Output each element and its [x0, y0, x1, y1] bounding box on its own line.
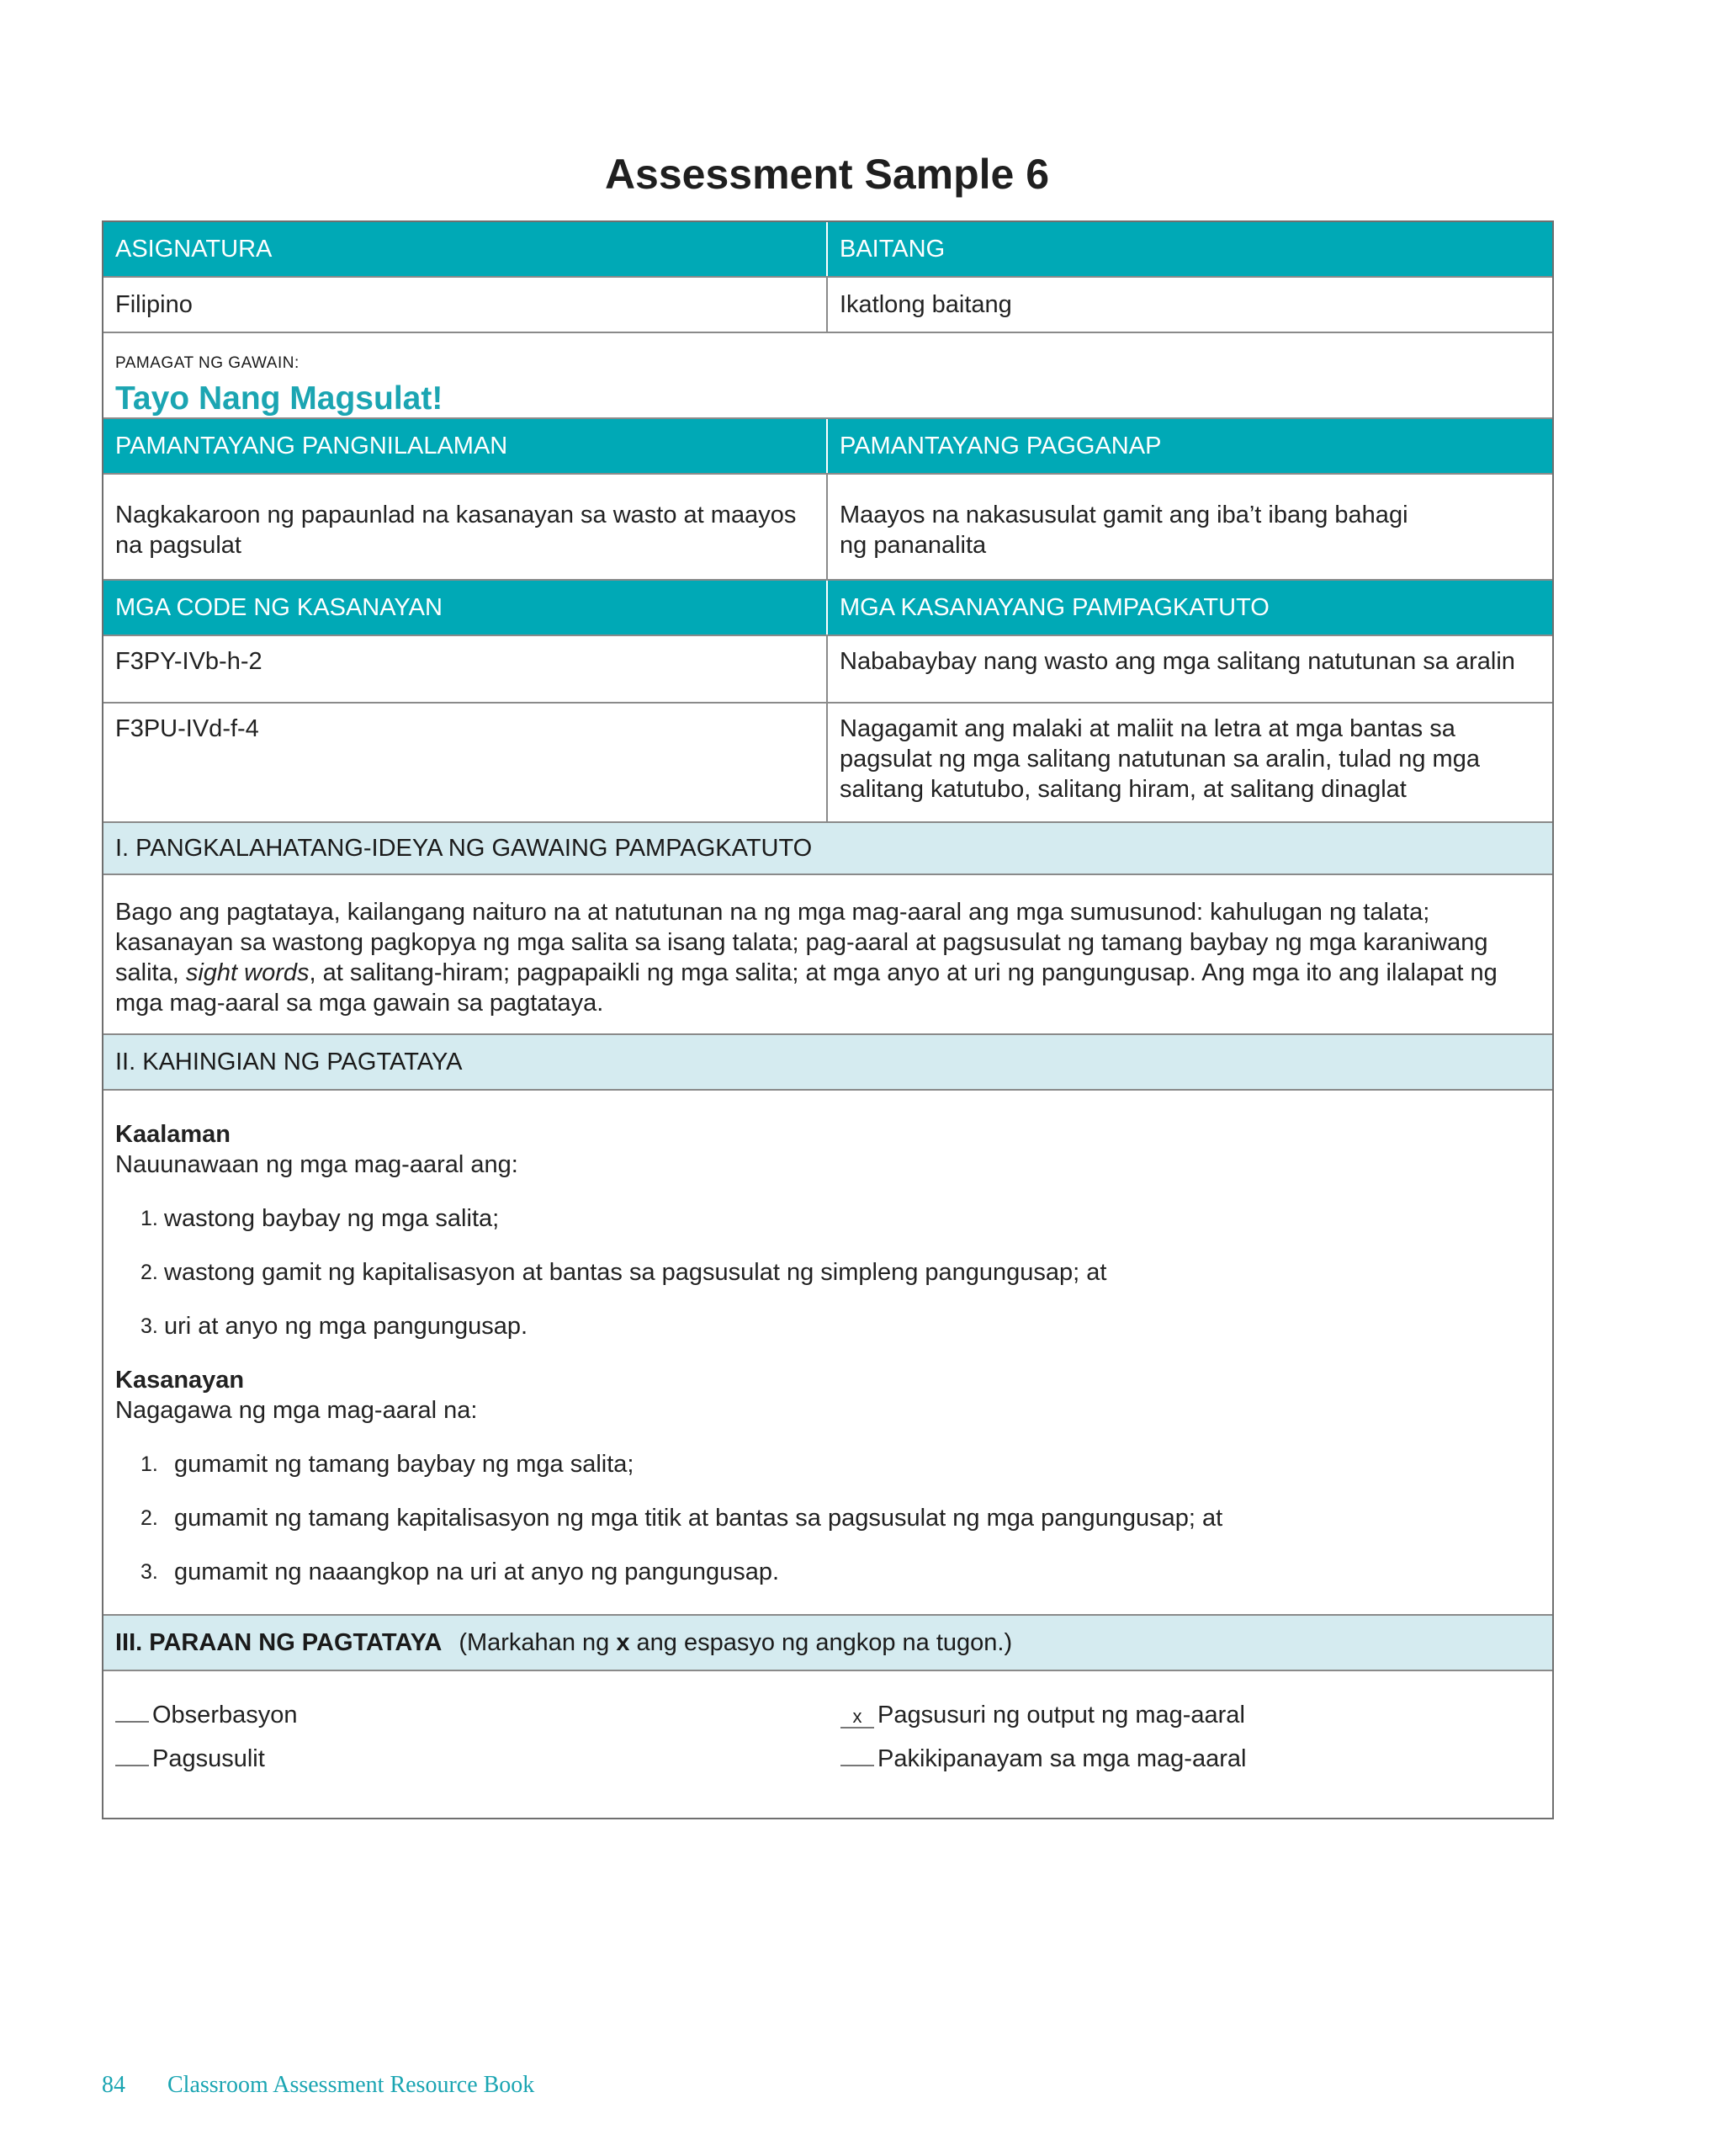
- section2-header-row: [103, 1035, 1552, 1091]
- book-title: Classroom Assessment Resource Book: [167, 2072, 535, 2098]
- knowledge-item-2-num: 2.: [140, 1261, 158, 1284]
- section3-heading: III. PARAAN NG PAGTATAYA: [115, 1629, 443, 1656]
- option-interview[interactable]: [840, 1744, 1246, 1774]
- option-test[interactable]: [115, 1744, 840, 1774]
- standards-header-row: [103, 419, 1552, 475]
- skills-item-1-text: gumamit ng tamang baybay ng mga salita;: [174, 1451, 634, 1478]
- knowledge-item-3-text: uri at anyo ng mga pangungusap.: [164, 1313, 528, 1340]
- section3-instruction: [459, 1628, 1012, 1658]
- option-interview-blank[interactable]: [840, 1765, 874, 1766]
- skills-title: Kasanayan: [115, 1367, 245, 1394]
- section3-header-row: [103, 1616, 1552, 1671]
- subject-grade-value-row: [103, 278, 1552, 333]
- option-output-review[interactable]: [840, 1700, 1245, 1730]
- competency-row-2: [103, 704, 1552, 823]
- section1-text-before: Bago ang pagtataya, kailangang naituro na at natutunan na ng mga mag-aaral ang mga sumusunod: kahulugan ng talata; kasanayan sa wastong pagkopya ng mga salita sa isang talata; pag-aaral at pagsusulat ng tamang baybay ng mga karaniwang salita,: [115, 899, 1488, 986]
- performance-standard-text: Maayos na nakasusulat gamit ang iba’t ibang bahagi ng pananalita: [840, 502, 1408, 559]
- knowledge-intro: Nauunawaan ng mga mag-aaral ang:: [115, 1151, 518, 1178]
- section2-body-row: [103, 1091, 1552, 1616]
- competencies-header-row: [103, 581, 1552, 636]
- skills-item-3-text: gumamit ng naaangkop na uri at anyo ng pangungusap.: [174, 1559, 780, 1585]
- section3-instruction-mark: x: [616, 1629, 630, 1656]
- standards-value-row: [103, 475, 1552, 581]
- option-observation-label: Obserbasyon: [152, 1702, 298, 1729]
- section1-text-after: , at salitang-hiram; pagpapaikli ng mga salita; at mga anyo at uri ng pangungusap. Ang mga ito ang ilalapat ng mga mag-aaral sa mga gawain sa pagtataya.: [115, 959, 1498, 1017]
- knowledge-item-3: [140, 1311, 1540, 1341]
- section1-text: [103, 875, 1552, 1033]
- section1-header-row: [103, 823, 1552, 875]
- section3-instruction-after: ang espasyo ng angkop na tugon.): [629, 1629, 1013, 1656]
- page-number: 84: [102, 2072, 125, 2098]
- subject-value: Filipino: [103, 278, 828, 332]
- skills-intro: Nagagawa ng mga mag-aaral na:: [115, 1397, 478, 1424]
- option-interview-label: Pakikipanayam sa mga mag-aaral: [877, 1745, 1247, 1772]
- subject-label: ASIGNATURA: [103, 222, 828, 276]
- skills-item-1: [140, 1449, 1540, 1479]
- competency-code-2: F3PU-IVd-f-4: [103, 704, 828, 821]
- content-standard-label: PAMANTAYANG PANGNILALAMAN: [103, 419, 828, 473]
- section3-heading-line: [103, 1616, 1552, 1670]
- title-bold: Sample 6: [864, 151, 1050, 198]
- option-output-review-blank[interactable]: x: [840, 1707, 874, 1729]
- competency-text-1: Nababaybay nang wasto ang mga salitang natutunan sa aralin: [840, 648, 1515, 675]
- skills-item-2-num: 2.: [140, 1506, 158, 1530]
- section1-body-row: [103, 875, 1552, 1035]
- skills-item-1-num: 1.: [140, 1452, 158, 1476]
- competency-row-1: [103, 636, 1552, 704]
- option-test-label: Pagsusulit: [152, 1745, 265, 1772]
- knowledge-item-1: [140, 1203, 1540, 1234]
- subject-grade-header-row: [103, 222, 1552, 278]
- learning-competencies-label: MGA KASANAYANG PAMPAGKATUTO: [840, 594, 1270, 621]
- section1-text-italic: sight words: [185, 959, 310, 986]
- competency-codes-label: MGA CODE NG KASANAYAN: [103, 581, 828, 635]
- knowledge-item-1-num: 1.: [140, 1207, 158, 1230]
- option-test-blank[interactable]: [115, 1765, 149, 1766]
- grade-value: Ikatlong baitang: [840, 291, 1012, 318]
- knowledge-item-2-text: wastong gamit ng kapitalisasyon at bantas sa pagsusulat ng simpleng pangungusap; at: [164, 1259, 1107, 1286]
- content-standard-text: Nagkakaroon ng papaunlad na kasanayan sa wasto at maayos na pagsulat: [103, 475, 828, 579]
- title-regular: Assessment: [604, 151, 853, 198]
- performance-standard-label: PAMANTAYANG PAGGANAP: [840, 433, 1162, 459]
- option-output-review-label: Pagsusuri ng output ng mag-aaral: [877, 1702, 1245, 1729]
- skills-item-3: [140, 1557, 1540, 1587]
- grade-label: BAITANG: [840, 236, 946, 263]
- page-title: [0, 150, 1654, 199]
- skills-item-3-num: 3.: [140, 1560, 158, 1584]
- activity-row: [103, 333, 1552, 419]
- activity-title: Tayo Nang Magsulat!: [115, 380, 443, 417]
- assessment-sheet: [102, 220, 1554, 1819]
- section3-instruction-before: (Markahan ng: [459, 1629, 617, 1656]
- page-footer: [102, 2072, 534, 2099]
- competency-text-2: Nagagamit ang malaki at maliit na letra at mga bantas sa pagsulat ng mga salitang natutunan sa aralin, tulad ng mga salitang katutubo, salitang hiram, at salitang dinaglat: [840, 715, 1480, 803]
- knowledge-item-3-num: 3.: [140, 1314, 158, 1338]
- knowledge-title: Kaalaman: [115, 1121, 231, 1148]
- competency-code-1: F3PY-IVb-h-2: [103, 636, 828, 702]
- section2-heading: II. KAHINGIAN NG PAGTATAYA: [115, 1049, 463, 1075]
- skills-item-2: [140, 1503, 1540, 1533]
- option-observation-blank[interactable]: [115, 1721, 149, 1723]
- section1-heading: I. PANGKALAHATANG-IDEYA NG GAWAING PAMPAGKATUTO: [115, 835, 813, 862]
- option-observation[interactable]: [115, 1700, 840, 1730]
- skills-item-2-text: gumamit ng tamang kapitalisasyon ng mga titik at bantas sa pagsusulat ng mga pangungusap; at: [174, 1505, 1223, 1532]
- knowledge-item-2: [140, 1257, 1540, 1288]
- activity-label: PAMAGAT NG GAWAIN:: [115, 354, 300, 372]
- section3-body-row: [103, 1671, 1552, 1818]
- knowledge-item-1-text: wastong baybay ng mga salita;: [164, 1205, 500, 1232]
